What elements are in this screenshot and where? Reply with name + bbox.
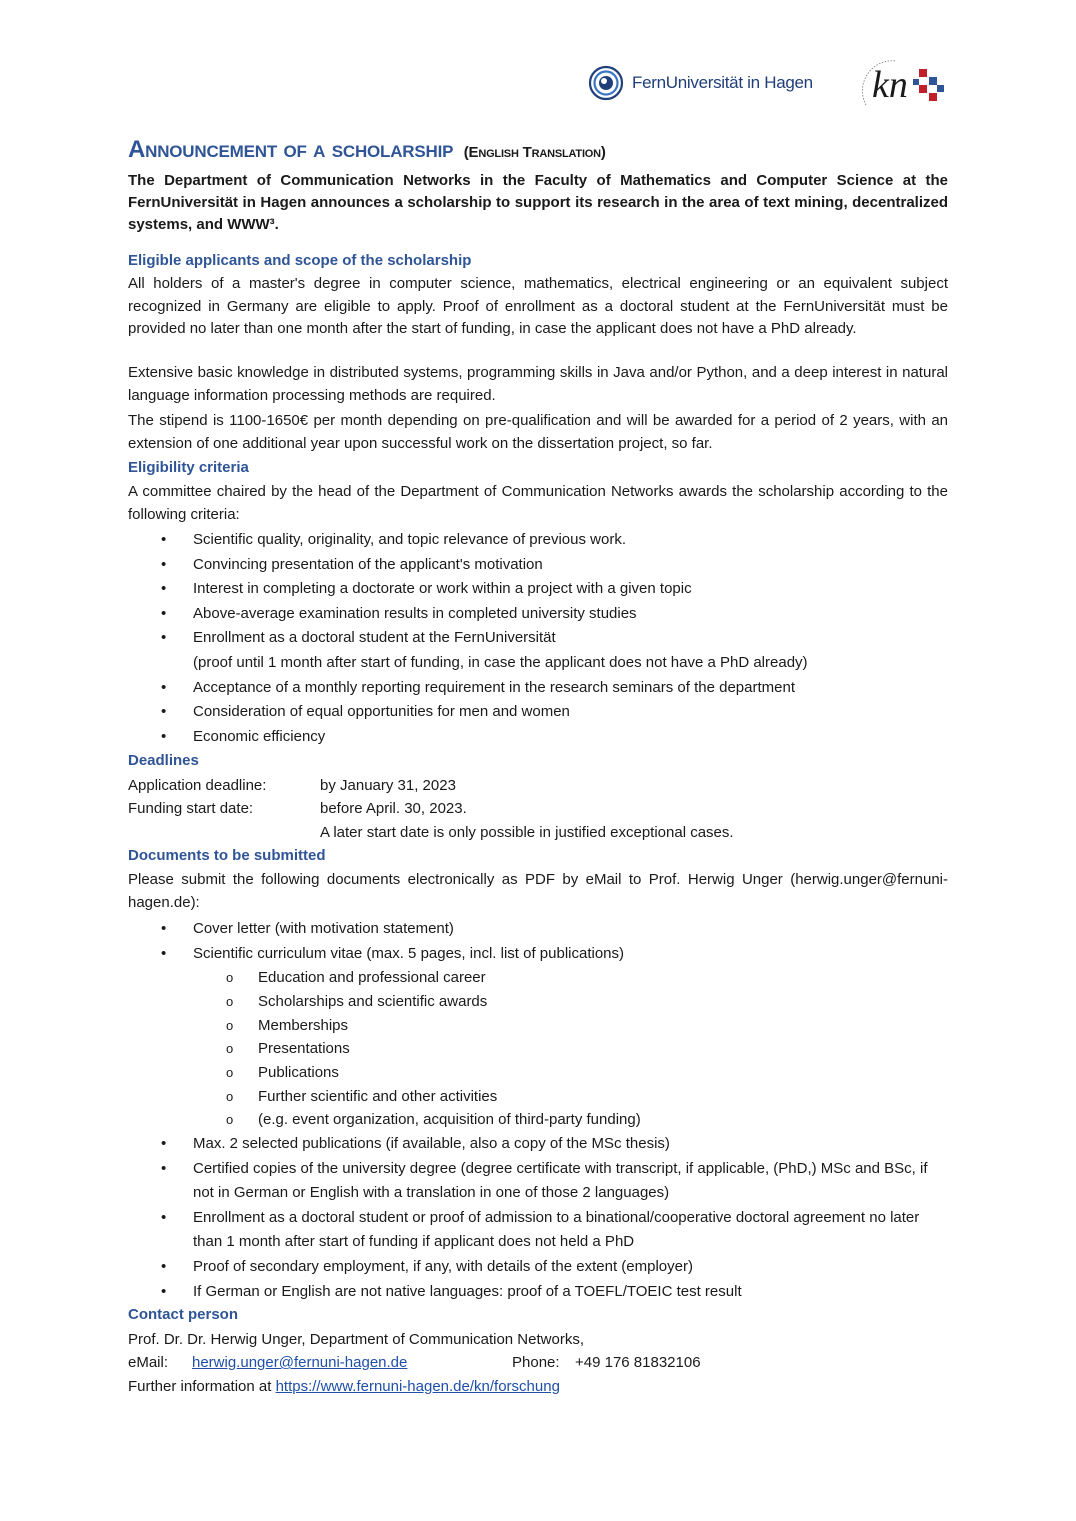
heading-deadlines: Deadlines [128, 752, 199, 769]
header-logos [588, 55, 948, 125]
page-title [128, 136, 606, 164]
application-deadline-row [128, 774, 456, 798]
further-info-link[interactable]: https://www.fernuni-hagen.de/kn/forschung [275, 1378, 560, 1395]
list-item: • If German or English are not native languages: proof of a TOEFL/TOEIC test result [128, 1280, 948, 1305]
eligible-paragraph-1: All holders of a master's degree in computer science, mathematics, electrical engineering or an equivalent subject recognized in Germany are eligible to apply. Proof of enrollment as a doctoral student at the FernUniversität must be provided no later than one month after the start of funding, in case the applicant does not have a PhD already. [128, 275, 948, 337]
contact-email-row [128, 1351, 701, 1375]
further-info-row [128, 1375, 560, 1399]
eligible-paragraph-2: Extensive basic knowledge in distributed systems, programming skills in Java and/or Python, and a deep interest in natural language information processing methods are required. [128, 364, 948, 404]
list-item: • Cover letter (with motivation statement) [128, 917, 948, 942]
heading-criteria: Eligibility criteria [128, 459, 249, 476]
list-item-text: Enrollment as a doctoral student at the FernUniversität [193, 629, 556, 647]
list-item [128, 626, 948, 675]
cv-sub-item: o Memberships [128, 1014, 948, 1038]
deadline-note: A later start date is only possible in justified exceptional cases. [320, 824, 734, 841]
list-item: • Interest in completing a doctorate or work within a project with a given topic [128, 577, 948, 602]
application-deadline-label: Application deadline: [128, 777, 267, 794]
phone-number: +49 176 81832106 [575, 1354, 701, 1371]
title-main: Announcement of a scholarship [128, 136, 454, 163]
list-item: • Enrollment as a doctoral student or proof of admission to a binational/cooperative doctoral agreement no later than 1 month after start of funding if applicant does not held a PhD [128, 1206, 948, 1255]
cv-sub-item: o (e.g. event organization, acquisition of third-party funding) [128, 1108, 948, 1132]
kn-group-logo [856, 55, 948, 119]
heading-contact: Contact person [128, 1306, 239, 1323]
kn-lettering: kn [872, 64, 908, 106]
list-item: • Scientific quality, originality, and topic relevance of previous work. [128, 528, 948, 553]
documents-intro: Please submit the following documents electronically as PDF by eMail to Prof. Herwig Unger (herwig.unger@fernuni-hagen.de): [128, 871, 948, 911]
contact-name: Prof. Dr. Dr. Herwig Unger, Department of Communication Networks, [128, 1331, 584, 1348]
list-item: • Acceptance of a monthly reporting requirement in the research seminars of the department [128, 676, 948, 701]
phone-label: Phone: [512, 1354, 560, 1371]
funding-start-value: before April. 30, 2023. [320, 800, 467, 817]
fernuni-emblem-icon [588, 65, 624, 101]
cv-sub-item: o Publications [128, 1061, 948, 1085]
list-item: • Above-average examination results in completed university studies [128, 602, 948, 627]
list-item: • Convincing presentation of the applicant's motivation [128, 553, 948, 578]
list-item: • Consideration of equal opportunities for men and women [128, 700, 948, 725]
further-info-label: Further information at [128, 1378, 272, 1395]
list-item: • Certified copies of the university degree (degree certificate with transcript, if applicable, (PhD,) MSc and BSc, if not in German or English with a translation in one of those 2 languages) [128, 1157, 948, 1206]
funding-start-row [128, 797, 467, 821]
heading-documents: Documents to be submitted [128, 847, 326, 864]
list-item: • Scientific curriculum vitae (max. 5 pages, incl. list of publications) [128, 942, 948, 967]
intro-paragraph: The Department of Communication Networks in the Faculty of Mathematics and Computer Science at the FernUniversität in Hagen announces a scholarship to support its research in the area of text mining, decentralized systems, and WWW³. [128, 172, 948, 233]
cv-sub-item: o Scholarships and scientific awards [128, 990, 948, 1014]
criteria-intro: A committee chaired by the head of the Department of Communication Networks awards the scholarship according to the following criteria: [128, 483, 948, 523]
cv-sub-item: o Presentations [128, 1037, 948, 1061]
title-subtitle: (English Translation) [463, 144, 606, 161]
email-label: eMail: [128, 1354, 169, 1371]
documents-list [128, 917, 948, 1304]
fernuni-logo [588, 65, 813, 101]
enrollment-note: (proof until 1 month after start of funding, in case the applicant does not have a PhD already) [193, 653, 808, 671]
heading-eligible: Eligible applicants and scope of the scholarship [128, 252, 472, 269]
university-name: FernUniversität in Hagen [632, 73, 813, 92]
application-deadline-value: by January 31, 2023 [320, 777, 456, 794]
cv-sub-item: o Education and professional career [128, 966, 948, 990]
email-link[interactable]: herwig.unger@fernuni-hagen.de [192, 1354, 408, 1371]
cv-sub-item: o Further scientific and other activities [128, 1085, 948, 1109]
criteria-list [128, 528, 948, 749]
list-item: • Max. 2 selected publications (if available, also a copy of the MSc thesis) [128, 1132, 948, 1157]
eligible-paragraph-3: The stipend is 1100-1650€ per month depending on pre-qualification and will be awarded for a period of 2 years, with an extension of one additional year upon successful work on the dissertation project, so far. [128, 412, 948, 452]
list-item: • Proof of secondary employment, if any, with details of the extent (employer) [128, 1255, 948, 1280]
list-item: • Economic efficiency [128, 725, 948, 750]
funding-start-label: Funding start date: [128, 800, 254, 817]
